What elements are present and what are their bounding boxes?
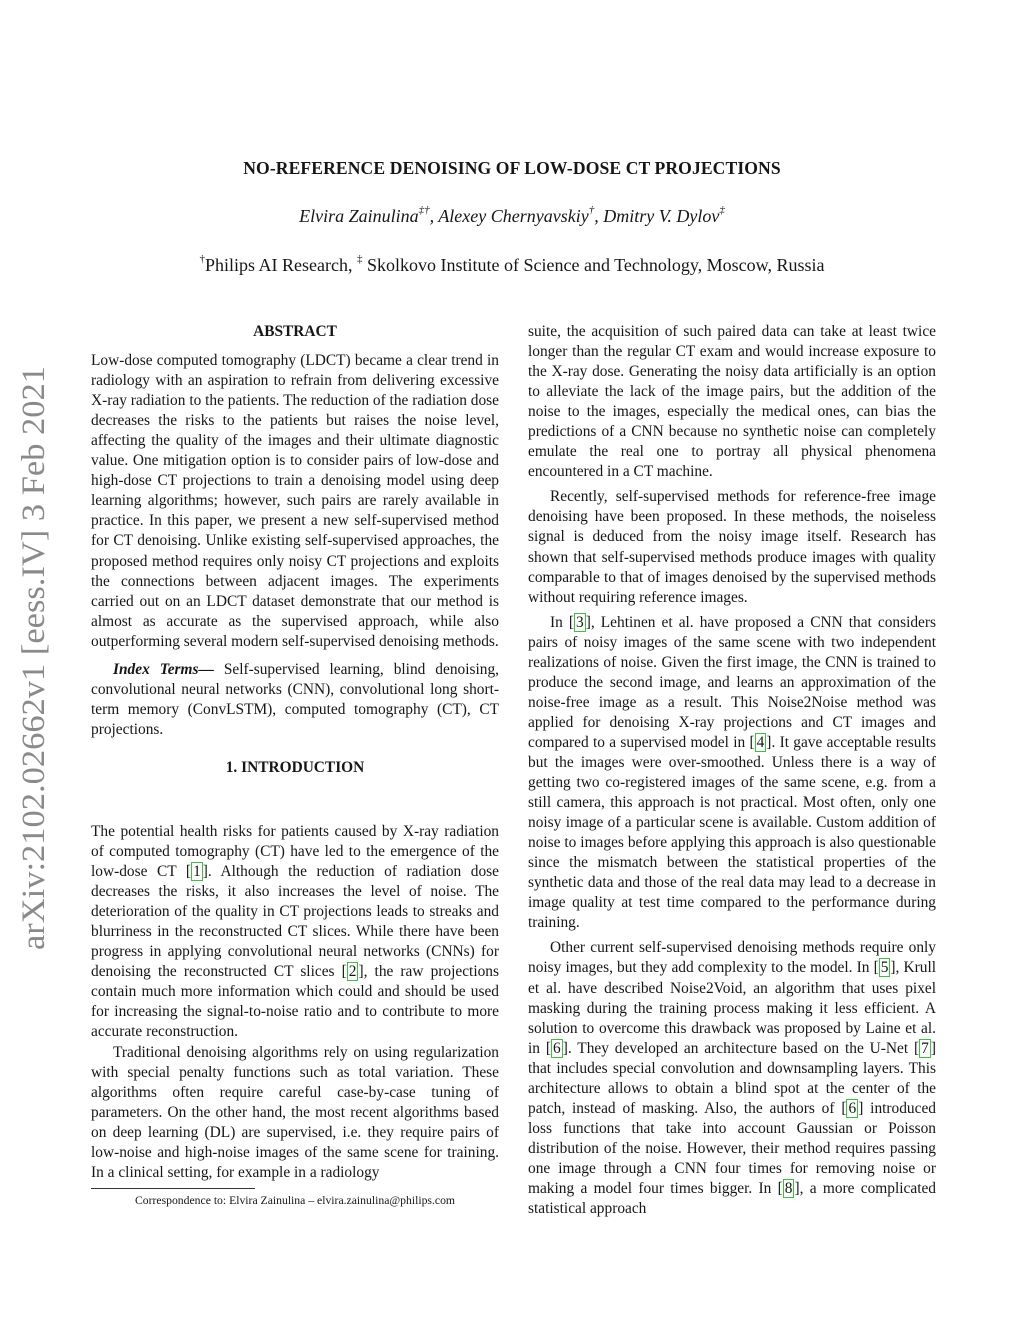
introduction-text bbox=[91, 822, 499, 1183]
left-column bbox=[91, 322, 499, 740]
paper-title: NO-REFERENCE DENOISING OF LOW-DOSE CT PROJECTIONS bbox=[243, 158, 781, 178]
index-terms bbox=[91, 660, 499, 740]
right-column bbox=[528, 322, 936, 1219]
affiliation-skoltech: Skolkovo Institute of Science and Technology, Moscow, Russia bbox=[362, 255, 825, 275]
citation-link[interactable]: 6 bbox=[553, 1039, 561, 1057]
right-paragraph-3: In [ 3 ], Lehtinen et al. have proposed a CNN that considers pairs of noisy images of the same scene with two independent realizations of noise. Given the first image, the CNN is trained to produce the second image, and learns an approximation of the noise-free image as a result. This Noise2Noise method was applied for denoising X-ray projections and CT images and compared to a supervised model in [ 4 ]. It gave acceptable results but the images were over-smoothed. Unless there is a way of getting two co-registered images of the same scene, e.g. from a still camera, this approach is not practical. Most often, only one noisy image of a particular scene is available. Custom addition of noise to images before applying this approach is also questionable since the mismatch between the statistical properties of the synthetic data and those of the real data may lead to a decrease in image quality at test time compared to the performance during training. bbox=[528, 613, 937, 932]
index-terms-label: Index Terms— bbox=[113, 660, 214, 678]
citation-link[interactable]: 5 bbox=[880, 959, 889, 977]
right-paragraph-2: Recently, self-supervised methods for reference-free image denoising have been proposed. In these methods, the noiseless signal is deduced from the noisy image itself. Research has shown that self-supervised methods produce images with quality comparable to that of images denoised by the supervised methods without requiring reference images. bbox=[528, 488, 936, 606]
affiliations: †Philips AI Research, ‡ Skolkovo Institute of Science and Technology, Moscow, Russia bbox=[199, 253, 825, 275]
citation-link[interactable]: 4 bbox=[756, 733, 765, 751]
abstract-heading: ABSTRACT bbox=[253, 323, 337, 340]
citation-link[interactable]: 8 bbox=[784, 1179, 793, 1197]
introduction-heading: 1. INTRODUCTION bbox=[225, 759, 365, 776]
intro-paragraph-1: The potential health risks for patients caused by X-ray radiation of computed tomography (CT) have led to the emergence of the low-dose CT [ 1 ]. Although the reduction of radiation dose decreases the risks, it also increases the level of noise. The deterioration of the quality in CT projections leads to streaks and blurriness in the reconstructed CT slices. While there have been progress in applying convolutional neural networks (CNNs) for denoising the reconstructed CT slices [ 2 ], the raw projections contain much more information which could and should be used for increasing the signal-to-noise ratio and to contribute to more accurate reconstruction. bbox=[91, 823, 499, 1041]
citation-link[interactable]: 3 bbox=[576, 613, 584, 631]
index-terms-text: Self-supervised learning, blind denoising, convolutional neural networks (CNN), convolutional long short-term memory (ConvLSTM), computed tomography (CT), CT projections. bbox=[91, 660, 499, 738]
author-list: Elvira Zainulina‡†, Alexey Chernyavskiy†, Dmitry V. Dylov‡ bbox=[299, 204, 725, 226]
right-paragraph-4: Other current self-supervised denoising methods require only noisy images, but they add complexity to the model. In [ 5 ], Krull et al. have described Noise2Void, an algorithm that uses pixel masking during the training process making it less efficient. A solution to overcome this drawback was proposed by Laine et al. in [ 6 ]. They developed an architecture based on the U-Net [ 7 ] that includes special convolution and downsampling layers. This architecture allows to obtain a blind spot at the center of the patch, instead of masking. Also, the authors of [ 6 ] introduced loss functions that take into account Gaussian or Poisson distribution of the noise. However, their method requires passing one image through a CNN four times for removing noise or making a model four times bigger. In [ 8 ], a more complicated statistical approach bbox=[528, 939, 937, 1218]
author-affiliation-mark: ‡ bbox=[719, 204, 725, 216]
affiliation-philips: Philips AI Research, bbox=[205, 255, 357, 275]
abstract-text: Low-dose computed tomography (LDCT) became a clear trend in radiology with an aspiration to refrain from delivering excessive X-ray radiation to the patients. The reduction of the radiation dose decreases the risks to the patients but raises the noise level, affecting the quality of the images and their ultimate diagnostic value. One mitigation option is to consider pairs of low-dose and high-dose CT projections to train a denoising model using deep learning algorithms; however, such pairs are rarely available in practice. In this paper, we present a new self-supervised method for CT denoising. Unlike existing self-supervised approaches, the proposed method requires only noisy CT projections and exploits the connections between adjacent images. The experiments carried out on an LDCT dataset demonstrate that our method is almost as accurate as the supervised approach, while also outperforming several modern self-supervised denoising methods. bbox=[91, 352, 499, 650]
author-affiliation-mark: ‡† bbox=[418, 204, 430, 216]
author-name: Alexey Chernyavskiy bbox=[438, 206, 589, 226]
footnote-rule bbox=[91, 1188, 255, 1189]
correspondence-footnote: Correspondence to: Elvira Zainulina – elvira.zainulina@philips.com bbox=[134, 1194, 456, 1207]
arxiv-identifier-text: arXiv:2102.02662v1 [eess.IV] 3 Feb 2021 bbox=[16, 390, 52, 950]
arxiv-identifier-stamp bbox=[14, 366, 52, 950]
citation-link[interactable]: 6 bbox=[848, 1099, 857, 1117]
intro-paragraph-2: Traditional denoising algorithms rely on using regularization with special penalty functions such as total variation. These algorithms often require careful case-by-case tuning of parameters. On the other hand, the most recent algorithms based on deep learning (DL) are supervised, i.e. they require pairs of low-noise and high-noise images of the same scene for training. In a clinical setting, for example in a radiology bbox=[91, 1043, 499, 1181]
author-affiliation-mark: † bbox=[588, 204, 595, 216]
citation-link[interactable]: 2 bbox=[348, 963, 357, 981]
author-name: Dmitry V. Dylov bbox=[603, 206, 720, 226]
right-paragraph-1: suite, the acquisition of such paired data can take at least twice longer than the regular CT exam and would increase exposure to the X-ray dose. Generating the noisy data artificially is an option to alleviate the lack of the image pairs, but the addition of the noise to the images, especially the medical ones, can bias the predictions of a CNN because no synthetic noise can completely emulate the real one to portray all physical phenomena encountered in a CT machine. bbox=[528, 323, 936, 481]
citation-link[interactable]: 7 bbox=[921, 1039, 929, 1057]
author-name: Elvira Zainulina bbox=[299, 206, 419, 226]
citation-link[interactable]: 1 bbox=[193, 863, 201, 881]
